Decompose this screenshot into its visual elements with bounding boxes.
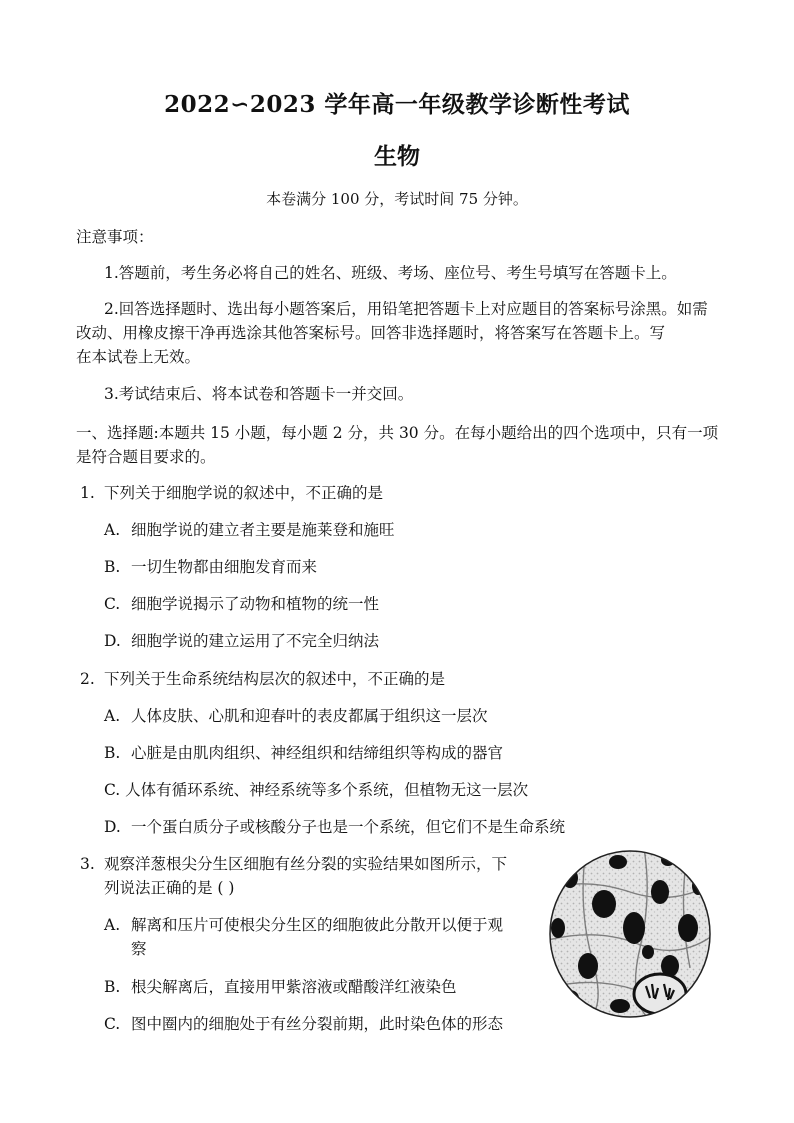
note-item-2-line-1: 2.回答选择题时、选出每小题答案后，用铅笔把答题卡上对应题目的答案标号涂黑。如需: [104, 300, 708, 318]
q2-option-b: 心脏是由肌肉组织、神经组织和结缔组织等构成的器官: [131, 744, 504, 762]
q3-option-b: 根尖解离后，直接用甲紫溶液或醋酸洋红液染色: [131, 978, 457, 996]
microscope-field-svg: [548, 848, 712, 1018]
q2-option-d: 一个蛋白质分子或核酸分子也是一个系统，但它们不是生命系统: [131, 818, 566, 836]
microscope-field-image: [548, 848, 712, 1018]
notes-heading: 注意事项：: [76, 228, 154, 246]
question-3-number: 3.: [80, 855, 95, 873]
note-item-2-line-3: 在本试卷上无效。: [76, 348, 201, 366]
section-1-instructions-line-2: 是符合题目要求的。: [76, 448, 216, 466]
note-item-2-line-2: 改动、用橡皮擦干净再选涂其他答案标号。回答非选择题时，将答案写在答题卡上。写: [76, 324, 666, 342]
note-item-1: 1.答题前，考生务必将自己的姓名、班级、考场、座位号、考生号填写在答题卡上。: [104, 264, 677, 282]
q2-option-c: C. 人体有循环系统、神经系统等多个系统，但植物无这一层次: [104, 781, 529, 799]
q1-option-a: 细胞学说的建立者主要是施莱登和施旺: [131, 521, 395, 539]
question-3-stem-line-2: 列说法正确的是 ( ): [104, 879, 235, 897]
exam-subject: 生物: [374, 143, 420, 170]
question-2-stem: 下列关于生命系统结构层次的叙述中，不正确的是: [104, 670, 446, 688]
question-1-stem: 下列关于细胞学说的叙述中，不正确的是: [104, 484, 384, 502]
question-3-stem-line-1: 观察洋葱根尖分生区细胞有丝分裂的实验结果如图所示，下: [104, 855, 508, 873]
q1-option-c-label: C.: [104, 595, 121, 613]
q1-option-c: 细胞学说揭示了动物和植物的统一性: [131, 595, 380, 613]
q1-option-b-label: B.: [104, 558, 121, 576]
q2-option-d-label: D.: [104, 818, 121, 836]
exam-meta: 本卷满分 100 分，考试时间 75 分钟。: [266, 190, 528, 208]
question-1-number: 1.: [80, 484, 95, 502]
q3-option-c-label: C.: [104, 1015, 121, 1033]
q3-option-a-line-2: 察: [131, 940, 147, 958]
q3-option-b-label: B.: [104, 978, 121, 996]
q3-option-a-line-1: 解离和压片可使根尖分生区的细胞彼此分散开以便于观: [131, 916, 504, 934]
q1-option-b: 一切生物都由细胞发育而来: [131, 558, 318, 576]
q1-option-d: 细胞学说的建立运用了不完全归纳法: [131, 632, 380, 650]
q3-option-a-label: A.: [104, 916, 121, 934]
q2-option-a-label: A.: [104, 707, 121, 725]
q2-option-a: 人体皮肤、心肌和迎春叶的表皮都属于组织这一层次: [131, 707, 488, 725]
exam-title: 2022∽2023 学年高一年级教学诊断性考试: [164, 91, 630, 118]
q3-option-c: 图中圈内的细胞处于有丝分裂前期，此时染色体的形态: [131, 1015, 504, 1033]
q2-option-b-label: B.: [104, 744, 121, 762]
section-1-instructions-line-1: 一、选择题:本题共 15 小题，每小题 2 分，共 30 分。在每小题给出的四个选项中，只有一项: [76, 424, 719, 442]
q1-option-a-label: A.: [104, 521, 121, 539]
note-item-3: 3.考试结束后、将本试卷和答题卡一并交回。: [104, 385, 414, 403]
q1-option-d-label: D.: [104, 632, 121, 650]
question-2-number: 2.: [80, 670, 95, 688]
